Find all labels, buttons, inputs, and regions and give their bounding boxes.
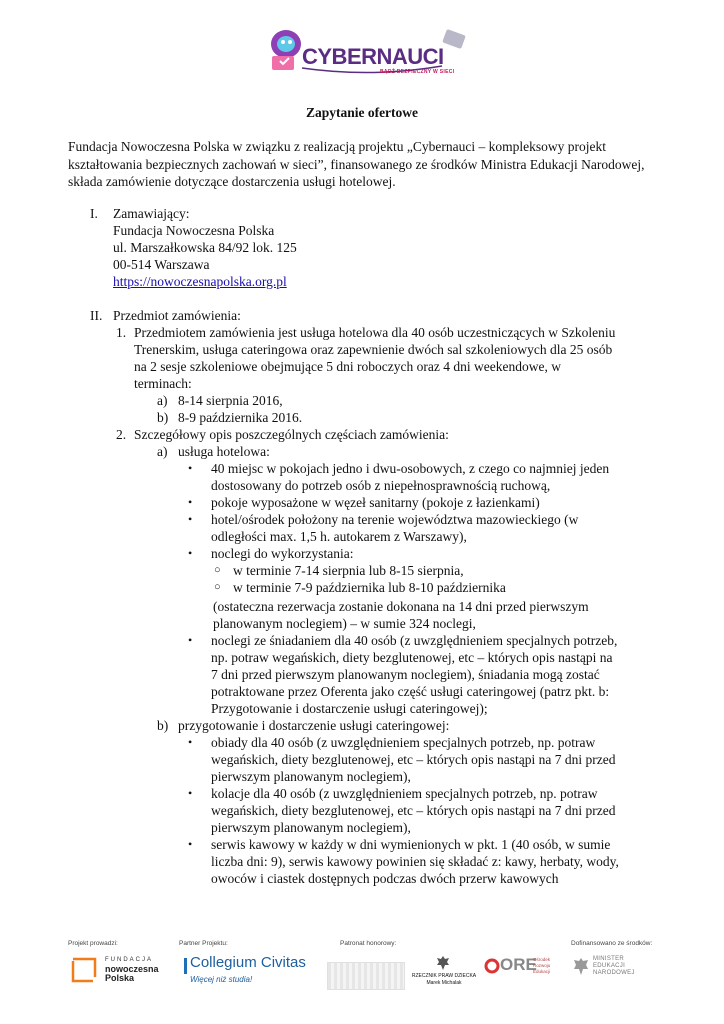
bullet-icon: •: [188, 461, 193, 475]
bullet-icon: •: [188, 495, 193, 509]
intro-paragraph: Fundacja Nowoczesna Polska w związku z realizacją projektu „Cybernauci – kompleksowy projekt kształtowania bezpiecznych zachowań w sieci”, finansowanego ze środków Ministra Edukacji Narodowej, składa zamówienie dotyczące dostarczenia usługi hotelowej.: [68, 139, 645, 189]
paragraph-line: na 2 sesje szkoleniowe obejmujące 5 dni roboczych oraz 4 dni weekendowe, w: [134, 359, 561, 374]
bullet-line: potraktowane przez Oferenta jako część usługi cateringowej (patrz pkt. b:: [211, 684, 610, 699]
address-line: ul. Marszałkowska 84/92 lok. 125: [113, 240, 297, 255]
list-marker: 2.: [116, 427, 127, 442]
bullet-line: pierwszym planowanym noclegiem),: [211, 820, 411, 835]
bullet-line: kolacje dla 40 osób (z uwzględnieniem specjalnych potrzeb, np. potraw: [211, 786, 598, 801]
ore-sub-line: Edukacji: [533, 969, 551, 974]
fnp-logo-small: FUNDACJA: [105, 957, 154, 963]
section-marker: II.: [90, 308, 103, 323]
bullet-line: noclegi do wykorzystania:: [211, 546, 354, 561]
rpd-line1: RZECZNIK PRAW DZIECKA: [411, 973, 477, 979]
note-line: (ostateczna rezerwacja zostanie dokonana na 14 dni przed pierwszym: [213, 599, 589, 614]
subsection-heading: usługa hotelowa:: [178, 444, 270, 459]
sub-bullet-line: w terminie 7-9 października lub 8-10 października: [233, 580, 506, 595]
fnp-logo-icon: [71, 957, 97, 983]
rpd-line2: Marek Michalak: [426, 980, 462, 986]
fnp-logo-text: [105, 956, 159, 983]
men-eagle-icon: [573, 956, 589, 976]
list-marker: b): [157, 718, 169, 733]
list-marker: a): [157, 444, 168, 459]
bullet-line: Przygotowanie i dostarczenie usługi cateringowej);: [211, 701, 488, 716]
paragraph-line: Szczegółowy opis poszczególnych częściach zamówienia:: [134, 427, 449, 442]
section-heading: Przedmiot zamówienia:: [113, 308, 241, 323]
list-marker: b): [157, 410, 169, 425]
bullet-line: wegańskich, diety bezglutenowej, etc – których opis nastąpi na 7 dni przed: [211, 803, 616, 818]
ore-sub-line: Rozwoju: [533, 963, 551, 968]
collegium-civitas-logo: Collegium Civitas: [190, 954, 306, 971]
ore-logo-subtitle: [533, 957, 550, 975]
men-line: EDUKACJI: [593, 963, 626, 969]
bullet-icon: •: [188, 786, 193, 800]
ore-sub-line: Ośrodek: [533, 957, 551, 962]
bullet-line: 40 miejsc w pokojach jedno i dwu-osobowych, z czego co najmniej jeden: [211, 461, 610, 476]
bullet-line: liczba dni: 9), serwis kawowy powinien się składać z: kawy, herbaty, wody,: [211, 854, 619, 869]
men-line: MINISTER: [593, 956, 625, 962]
ore-logo-icon: [484, 958, 500, 974]
bullet-line: pierwszym planowanym noclegiem),: [211, 769, 411, 784]
circle-bullet-icon: ○: [214, 564, 221, 576]
subsection-heading: przygotowanie i dostarczenie usługi cateringowej:: [178, 718, 450, 733]
bullet-icon: •: [188, 837, 193, 851]
collegium-civitas-bar-icon: [184, 958, 187, 974]
circle-bullet-icon: ○: [214, 581, 221, 593]
paragraph-line: terminach:: [134, 376, 192, 391]
fnp-logo-line1: nowoczesna: [105, 964, 159, 974]
fnp-logo-line2: Polska: [105, 973, 135, 983]
rpd-logo-text: [408, 973, 480, 987]
bullet-icon: •: [188, 512, 193, 526]
men-line: NARODOWEJ: [593, 970, 635, 976]
section-heading: Zamawiający:: [113, 206, 190, 221]
address-line: 00-514 Warszawa: [113, 257, 210, 272]
list-marker: a): [157, 393, 168, 408]
patron-logo-image: [327, 962, 405, 990]
ore-logo: ORE: [500, 955, 537, 974]
footer-label-lead: Projekt prowadzi:: [68, 940, 118, 947]
logo-wordmark: CYBERNAUCI: [302, 44, 444, 69]
website-link[interactable]: https://nowoczesnapolska.org.pl: [113, 274, 287, 289]
logo-subtitle: BĄDŹ BEZPIECZNY W SIECI: [380, 69, 455, 75]
bullet-icon: •: [188, 735, 193, 749]
paragraph-line: Trenerskim, usługa cateringowa oraz zapewnienie dwóch sal szkoleniowych dla 25 osób: [134, 342, 613, 357]
bullet-line: np. potraw wegańskich, diety bezglutenowej, etc – których opis nastąpi na: [211, 650, 613, 665]
term-item: 8-14 sierpnia 2016,: [178, 393, 283, 408]
eagle-emblem-icon: [436, 955, 450, 971]
bullet-line: wegańskich, diety bezglutenowej, etc – których opis nastąpi na 7 dni przed: [211, 752, 616, 767]
bullet-icon: •: [188, 546, 193, 560]
website-link-line: [113, 273, 287, 290]
bullet-icon: •: [188, 633, 193, 647]
list-marker: 1.: [116, 325, 127, 340]
footer-label-partner: Partner Projektu:: [179, 940, 228, 947]
bullet-line: odległości max. 1,5 h. autokarem z Warszawy),: [211, 529, 467, 544]
bullet-line: noclegi ze śniadaniem dla 40 osób (z uwzględnieniem specjalnych potrzeb,: [211, 633, 618, 648]
document-title: Zapytanie ofertowe: [305, 105, 419, 120]
bullet-line: 7 dni przed pierwszym planowanym noclegiem), śniadania mogą zostać: [211, 667, 600, 682]
address-line: Fundacja Nowoczesna Polska: [113, 223, 275, 238]
paragraph-line: Przedmiotem zamówienia jest usługa hotelowa dla 40 osób uczestniczących w Szkoleniu: [134, 325, 616, 340]
bullet-line: serwis kawowy w każdy w dni wymienionych w pkt. 1 (40 osób, w sumie: [211, 837, 611, 852]
sub-bullet-line: w terminie 7-14 sierpnia lub 8-15 sierpnia,: [233, 563, 464, 578]
collegium-civitas-tagline: Więcej niż studia!: [190, 975, 253, 984]
footer-label-funding: Dofinansowano ze środków:: [571, 940, 653, 947]
bullet-line: hotel/ośrodek położony na terenie województwa mazowieckiego (w: [211, 512, 579, 527]
cybernauci-logo: [262, 22, 472, 80]
footer-label-patron: Patronat honorowy:: [340, 940, 397, 947]
bullet-line: obiady dla 40 osób (z uwzględnieniem specjalnych potrzeb, np. potraw: [211, 735, 596, 750]
bullet-line: owoców i ciastek dostępnych podczas dwóch przerw kawowych: [211, 871, 559, 886]
note-line: planowanym noclegiem) – w sumie 324 noclegi,: [213, 616, 476, 631]
term-item: 8-9 października 2016.: [178, 410, 303, 425]
men-logo-text: [593, 956, 635, 977]
bullet-line: pokoje wyposażone w węzeł sanitarny (pokoje z łazienkami): [211, 495, 540, 510]
bullet-line: dostosowany do potrzeb osób z niepełnosprawnością ruchową,: [211, 478, 551, 493]
section-marker: I.: [90, 206, 98, 221]
